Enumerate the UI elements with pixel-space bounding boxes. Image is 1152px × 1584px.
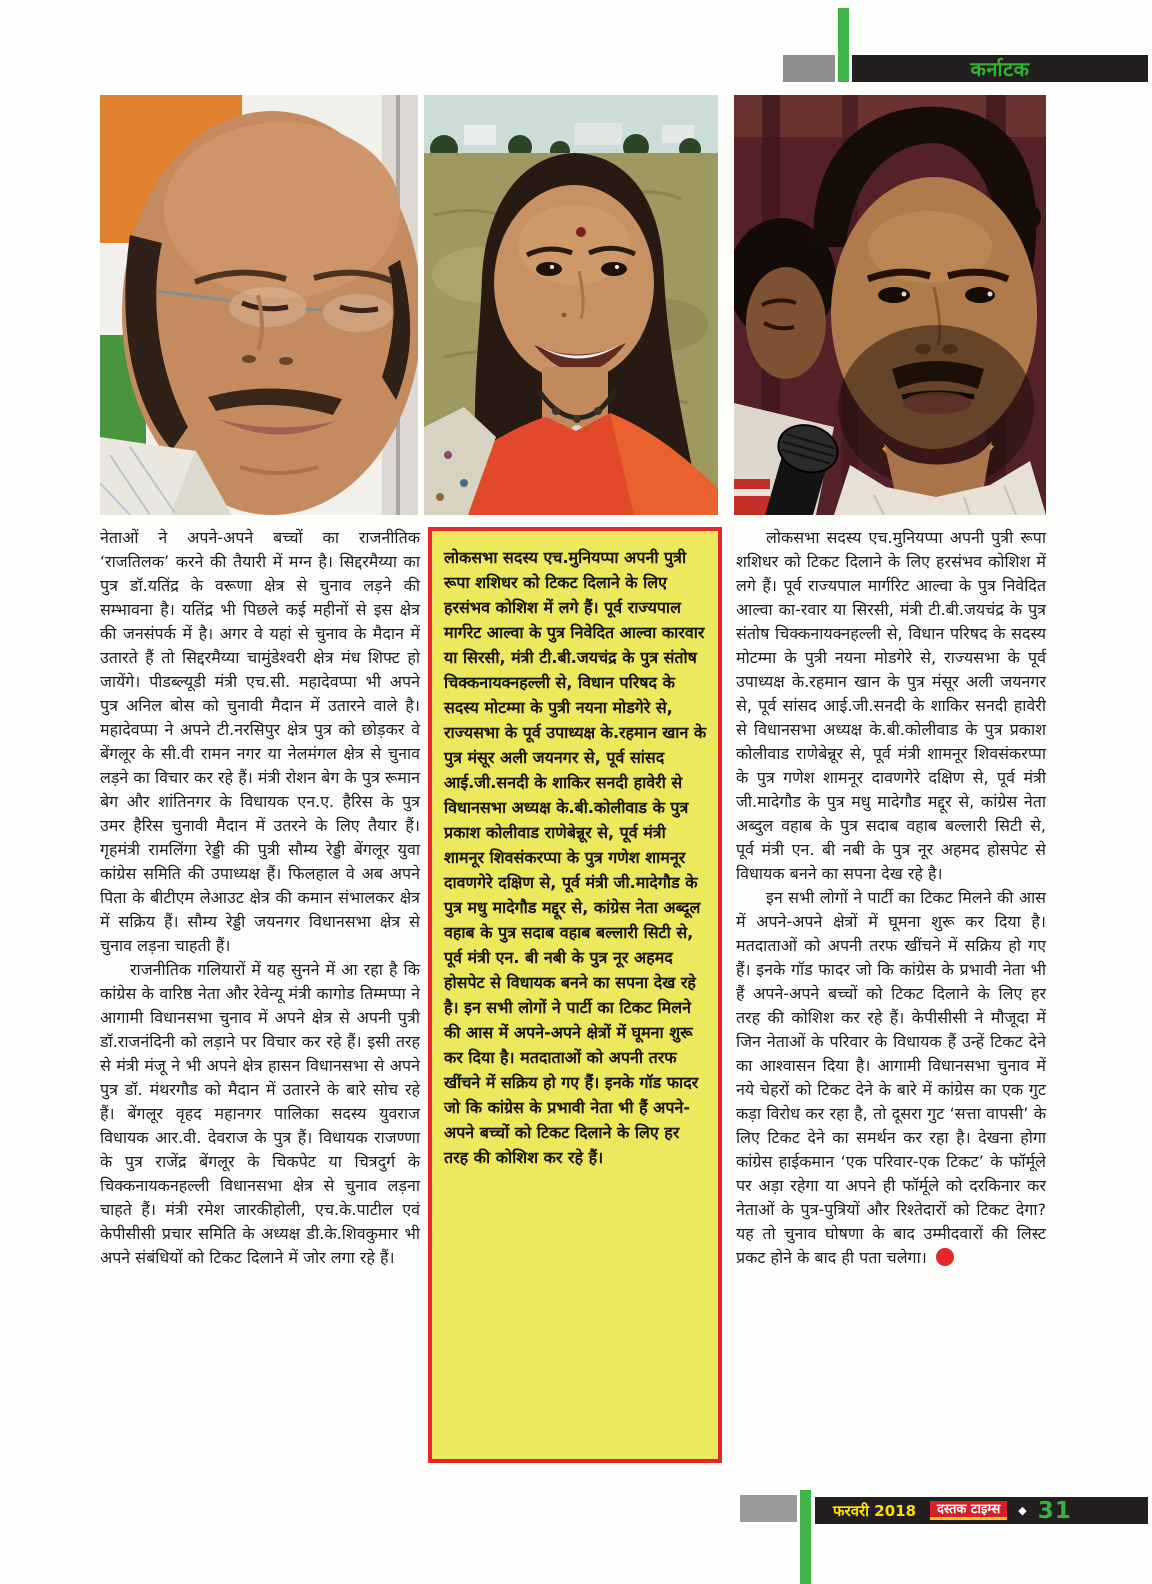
photo-politician-glasses	[100, 95, 418, 515]
article-paragraph-text: इन सभी लोगों ने पार्टी का टिकट मिलने की आस में अपने-अपने क्षेत्रों में घूमना शुरू कर दिया है। मतदाताओं को अपनी तरफ खींचने में सक्रिय हो गए हैं। इनके गॉड फादर जो कि कांग्रेस के प्रभावी नेता भी हैं अपने-अपने बच्चों को टिकट दिलाने के लिए हर तरह की कोशिश कर रहे हैं। केपीसीसी ने मौजूदा में जिन नेताओं के परिवार के विधायक हैं उन्हें टिकट देने का आश्वासन दिया है। आगामी विधानसभा चुनाव में नये चेहरों को टिकट देने के बारे में कांग्रेस का एक गुट कड़ा विरोध कर रहा है, तो दूसरा गुट ‘सत्ता वापसी’ के लिए टिकट देने का समर्थन कर रहा है। देखना होगा कांग्रेस हाईकमान ‘एक परिवार-एक टिकट’ के फॉर्मूले पर अड़ा रहेगा या अपने ही फॉर्मूले को दरकिनार कर नेताओं के पुत्र-पुत्रियों और रिश्तेदारों को टिकट देगा? यह तो चुनाव घोषणा के बाद उम्मीदवारों की लिस्ट प्रकट होने के बाद ही पता चलेगा।	[736, 888, 1046, 1267]
article-paragraph: राजनीतिक गलियारों में यह सुनने में आ रहा है कि कांग्रेस के वारिष्ठ नेता और रेवेन्यू मंत्री कागोड तिम्मप्पा ने आगामी विधानसभा चुनाव में अपने क्षेत्र से अपनी पुत्री डॉ.राजनंदिनी को लड़ाने पर विचार कर रहे हैं। इसी तरह से मंत्री मंजू ने भी अपने क्षेत्र हासन विधानसभा से अपने पुत्र डॉ. मंथरगौड को मैदान में उतारने के बारे सोच रहे हैं। बेंगलूर वृहद महानगर पालिका सदस्य युवराज विधायक आर.वी. देवराज के पुत्र हैं। विधायक राजण्णा के पुत्र राजेंद्र बेंगलूर के चिकपेट या चित्रदुर्ग के चिक्कनायकनहल्ली विधानसभा क्षेत्र से चुनाव लड़ना चाहते हैं। मंत्री रमेश जारकीहोली, एच.के.पाटील एवं केपीसीसी प्रचार समिति के अध्यक्ष डी.के.शिवकुमार भी अपने संबंधियों को टिकट दिलाने में जोर लगा रहे हैं।	[100, 960, 420, 1267]
photo-politician-woman-illustration	[424, 95, 718, 515]
article-paragraph: लोकसभा सदस्य एच.मुनियप्पा अपनी पुत्री रूपा शशिधर को टिकट दिलाने के लिए हरसंभव कोशिश में लगे हैं। पूर्व राज्यपाल मार्गरिट आल्वा के पुत्र निवेदित आल्वा का-रवार या सिरसी, मंत्री टी.बी.जयचंद्र के पुत्र संतोष चिक्कनायक्नहल्ली से, विधान परिषद के सदस्य मोटम्मा के पुत्री नयना मोडगेरे से, राज्यसभा के पूर्व उपाध्यक्ष के.रहमान खान के पुत्र मंसूर अली जयनगर से, पूर्व सांसद आई.जी.सनदी के शाकिर सनदी हावेरी से विधानसभा अध्यक्ष के.बी.कोलीवाड के पुत्र प्रकाश कोलीवाड राणेबेन्नूर से, पूर्व मंत्री शामनूर शिवसंकरप्पा के पुत्र गणेश शामनूर दावणगेरे दक्षिण से, पूर्व मंत्री जी.मादेगौड के पुत्र मधु मादेगौड मद्दूर से, कांग्रेस नेता अब्दुल वहाब के पुत्र सदाब वहाब बल्लारी सिटी से, पूर्व मंत्री एन. बी नबी के पुत्र नूर अहमद होसपेट से विधायक बनने का सपना देख रहे है।	[736, 528, 1046, 883]
photo-politician-glasses-illustration	[100, 95, 418, 515]
footer-green-stripe	[800, 1490, 811, 1584]
page-number: 31	[1037, 1497, 1072, 1524]
photo-politician-interview	[734, 95, 1046, 515]
article-paragraph: नेताओं ने अपने-अपने बच्चों का राजनीतिक ‘राजतिलक’ करने की तैयारी में मग्न है। सिद्दरमैय्या का पुत्र डॉ.यतिंद्र के वरूणा क्षेत्र से चुनाव लड़ने की सम्भावना है। यतिंद्र भी पिछले कई महीनों से इस क्षेत्र की जनसंपर्क में है। अगर वे यहां से चुनाव के मैदान में उतारते हैं तो सिद्दरमैय्या चामुंडेश्वरी क्षेत्र मंध शिफ्ट हो जायेंगे। पीडब्ल्यूडी मंत्री एच.सी. महादेवप्पा भी अपने पुत्र अनिल बोस को चुनावी मैदान में उतारने वाले है। महादेवप्पा ने अपने टी.नरसिपुर क्षेत्र पुत्र को छोड़कर वे बेंगलूर के सी.वी रामन नगर या नेलमंगल क्षेत्र से चुनाव लड़ने का विचार कर रहे हैं। मंत्री रोशन बेग के पुत्र रूमान बेग और शांतिनगर के विधायक एन.ए. हैरिस के पुत्र उमर हैरिस चुनावी मैदान में उतरने के लिए तैयार हैं। गृहमंत्री रामलिंगा रेड्डी की पुत्री सौम्य रेड्डी बेंगलूर युवा कांग्रेस समिति की उपाध्यक्ष हैं। फिलहाल वे अब अपने पिता के बीटीएम लेआउट क्षेत्र की कमान संभालकर क्षेत्र में सक्रिय हैं। सौम्य रेड्डी जयनगर विधानसभा क्षेत्र से चुनाव लड़ना चाहती हैं।	[100, 528, 420, 955]
article-paragraph	[736, 886, 1046, 1270]
diamond-icon: ◆	[1018, 1504, 1027, 1517]
article-column-1	[100, 526, 420, 1270]
photo-politician-saree-woman	[424, 95, 718, 515]
magazine-logo: दस्तक टाइम्स	[930, 1501, 1007, 1520]
footer-bar	[815, 1497, 1148, 1524]
article-end-red-dot-icon	[936, 1248, 954, 1266]
photo-politician-interview-illustration	[734, 95, 1046, 515]
footer-gray-block	[740, 1495, 797, 1522]
article-column-3	[736, 526, 1046, 1270]
section-title: कर्नाटक	[970, 57, 1030, 81]
header-green-stripe	[838, 8, 849, 82]
footer-issue-date: फरवरी 2018	[833, 1501, 917, 1520]
highlight-box	[428, 527, 722, 1463]
highlight-box-paragraph: लोकसभा सदस्य एच.मुनियप्पा अपनी पुत्री रूपा शशिधर को टिकट दिलाने के लिए हरसंभव कोशिश में लगे हैं। पूर्व राज्यपाल मार्गरेट आल्वा के पुत्र निवेदित आल्वा कारवार या सिरसी, मंत्री टी.बी.जयचंद्र के पुत्र संतोष चिक्कनायक्नहल्ली से, विधान परिषद के सदस्य मोटम्मा के पुत्री नयना मोडगेरे से, राज्यसभा के पूर्व उपाध्यक्ष के.रहमान खान के पुत्र मंसूर अली जयनगर से, पूर्व सांसद आई.जी.सनदी के शाकिर सनदी हावेरी से विधानसभा अध्यक्ष के.बी.कोलीवाड के पुत्र प्रकाश कोलीवाड राणेबेन्नूर से, पूर्व मंत्री शामनूर शिवसंकरप्पा के पुत्र गणेश शामनूर दावणगेरे दक्षिण से, पूर्व मंत्री जी.मादेगौड के पुत्र मधु मादेगौड मद्दूर से, कांग्रेस नेता अब्दूल वहाब के पुत्र सदाब वहाब बल्लारी सिटी से, पूर्व मंत्री एन. बी नबी के पुत्र नूर अहमद होसपेट से विधायक बनने का सपना देख रहे है। इन सभी लोगों ने पार्टी का टिकट मिलने की आस में अपने-अपने क्षेत्रों में घूमना शुरू कर दिया है। मतदाताओं को अपनी तरफ खींचने में सक्रिय हो गए हैं। इनके गॉड फादर जो कि कांग्रेस के प्रभावी नेता भी हैं अपने-अपने बच्चों को टिकट दिलाने के लिए हर तरह की कोशिश कर रहे हैं।	[444, 548, 707, 1167]
header-gray-block	[783, 55, 835, 82]
header-section-bar	[852, 55, 1148, 82]
